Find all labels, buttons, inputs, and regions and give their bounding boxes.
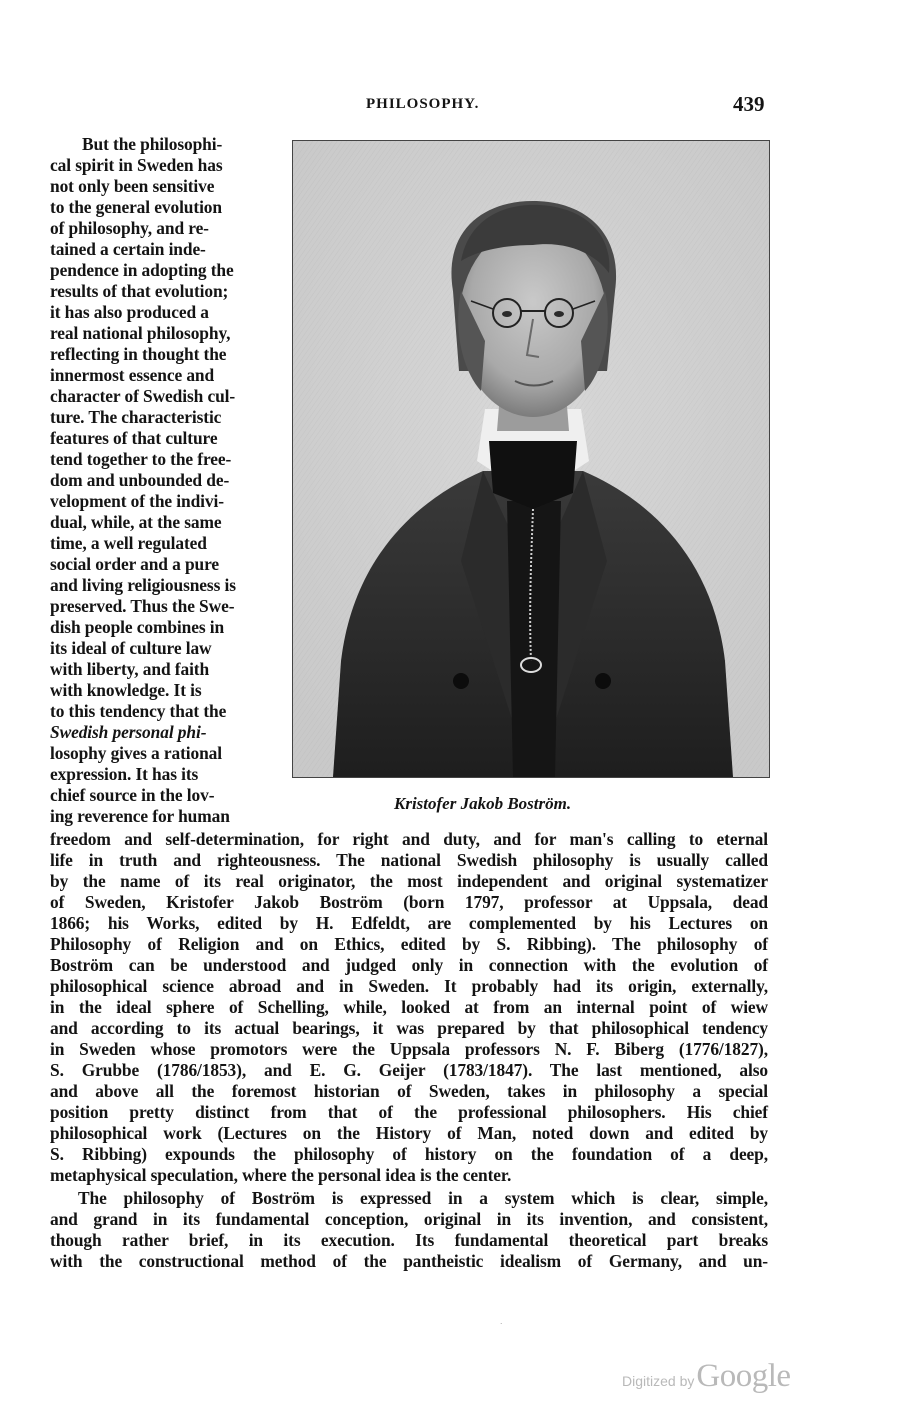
column-line: pendence in adopting the (50, 260, 234, 280)
body-line: freedom and self-determination, for right and duty, and for man's calling to eternal (50, 829, 768, 849)
body-line: position pretty distinct from that of the professional philosophers. His chief (50, 1102, 768, 1122)
column-line: But the philosophi- (82, 134, 223, 154)
body-line: Philosophy of Religion and on Ethics, edited by S. Ribbing). The philosophy of (50, 934, 768, 954)
body-line: with the constructional method of the pantheistic idealism of Germany, and un- (50, 1251, 768, 1271)
column-line: Swedish personal phi- (50, 722, 207, 742)
body-line: metaphysical speculation, where the personal idea is the center. (50, 1165, 512, 1185)
body-line: though rather brief, in its execution. Its fundamental theoretical part breaks (50, 1230, 768, 1250)
scan-speck: · (500, 1320, 503, 1328)
body-line: S. Ribbing) expounds the philosophy of history on the foundation of a deep, (50, 1144, 768, 1164)
digitized-watermark (622, 1358, 791, 1395)
body-line: in the ideal sphere of Schelling, while, looked at from an internal point of wiew (50, 997, 768, 1017)
column-line: results of that evolution; (50, 281, 229, 301)
column-line: of philosophy, and re- (50, 218, 209, 238)
body-line: The philosophy of Boström is expressed in a system which is clear, simple, (78, 1188, 768, 1208)
body-line: philosophical work (Lectures on the History of Man, noted down and edited by (50, 1123, 768, 1143)
watermark-prefix: Digitized by (622, 1373, 695, 1389)
column-line: preserved. Thus the Swe- (50, 596, 235, 616)
body-line: and according to its actual bearings, it was prepared by that philosophical tendency (50, 1018, 768, 1038)
column-line: ing reverence for human (50, 806, 230, 826)
column-line: character of Swedish cul- (50, 386, 236, 406)
column-line: tend together to the free- (50, 449, 232, 469)
body-line: and above all the foremost historian of Sweden, takes in philosophy a special (50, 1081, 768, 1101)
body-line: in Sweden whose promotors were the Uppsala professors N. F. Biberg (1776/1827), (50, 1039, 768, 1059)
column-line: features of that culture (50, 428, 218, 448)
portrait-image (292, 140, 770, 778)
running-head: PHILOSOPHY. (366, 96, 480, 112)
column-line: tained a certain inde- (50, 239, 206, 259)
column-line: ture. The characteristic (50, 407, 222, 427)
body-line: Boström can be understood and judged only in connection with the evolution of (50, 955, 768, 975)
column-line: with knowledge. It is (50, 680, 202, 700)
column-line: dual, while, at the same (50, 512, 222, 532)
column-line: with liberty, and faith (50, 659, 210, 679)
body-line: by the name of its real originator, the most independent and original systematizer (50, 871, 768, 891)
column-line: expression. It has its (50, 764, 199, 784)
column-line: and living religiousness is (50, 575, 236, 595)
portrait-engraving (293, 141, 769, 777)
column-line: social order and a pure (50, 554, 220, 574)
column-line: innermost essence and (50, 365, 215, 385)
google-logo: Google (696, 1358, 791, 1394)
column-line: reflecting in thought the (50, 344, 227, 364)
column-line: its ideal of culture law (50, 638, 212, 658)
portrait-caption: Kristofer Jakob Boström. (394, 794, 572, 813)
column-line: to this tendency that the (50, 701, 227, 721)
body-line: and grand in its fundamental conception, original in its invention, and consistent, (50, 1209, 768, 1229)
column-line: real national philosophy, (50, 323, 231, 343)
body-line: life in truth and righteousness. The national Swedish philosophy is usually called (50, 850, 768, 870)
body-line: 1866; his Works, edited by H. Edfeldt, are complemented by his Lectures on (50, 913, 768, 933)
column-line: dish people combines in (50, 617, 225, 637)
column-line: to the general evolution (50, 197, 222, 217)
column-line: cal spirit in Sweden has (50, 155, 223, 175)
column-line: it has also produced a (50, 302, 209, 322)
body-line: S. Grubbe (1786/1853), and E. G. Geijer (1783/1847). The last mentioned, also (50, 1060, 768, 1080)
page-number: 439 (733, 92, 765, 116)
column-line: chief source in the lov- (50, 785, 215, 805)
column-line: losophy gives a rational (50, 743, 223, 763)
column-line: not only been sensitive (50, 176, 215, 196)
body-line: of Sweden, Kristofer Jakob Boström (born 1797, professor at Uppsala, dead (50, 892, 768, 912)
column-line: dom and unbounded de- (50, 470, 230, 490)
column-line: velopment of the indivi- (50, 491, 224, 511)
body-line: philosophical science abroad and in Sweden. It probably had its origin, externally, (50, 976, 768, 996)
column-line: time, a well regulated (50, 533, 207, 553)
